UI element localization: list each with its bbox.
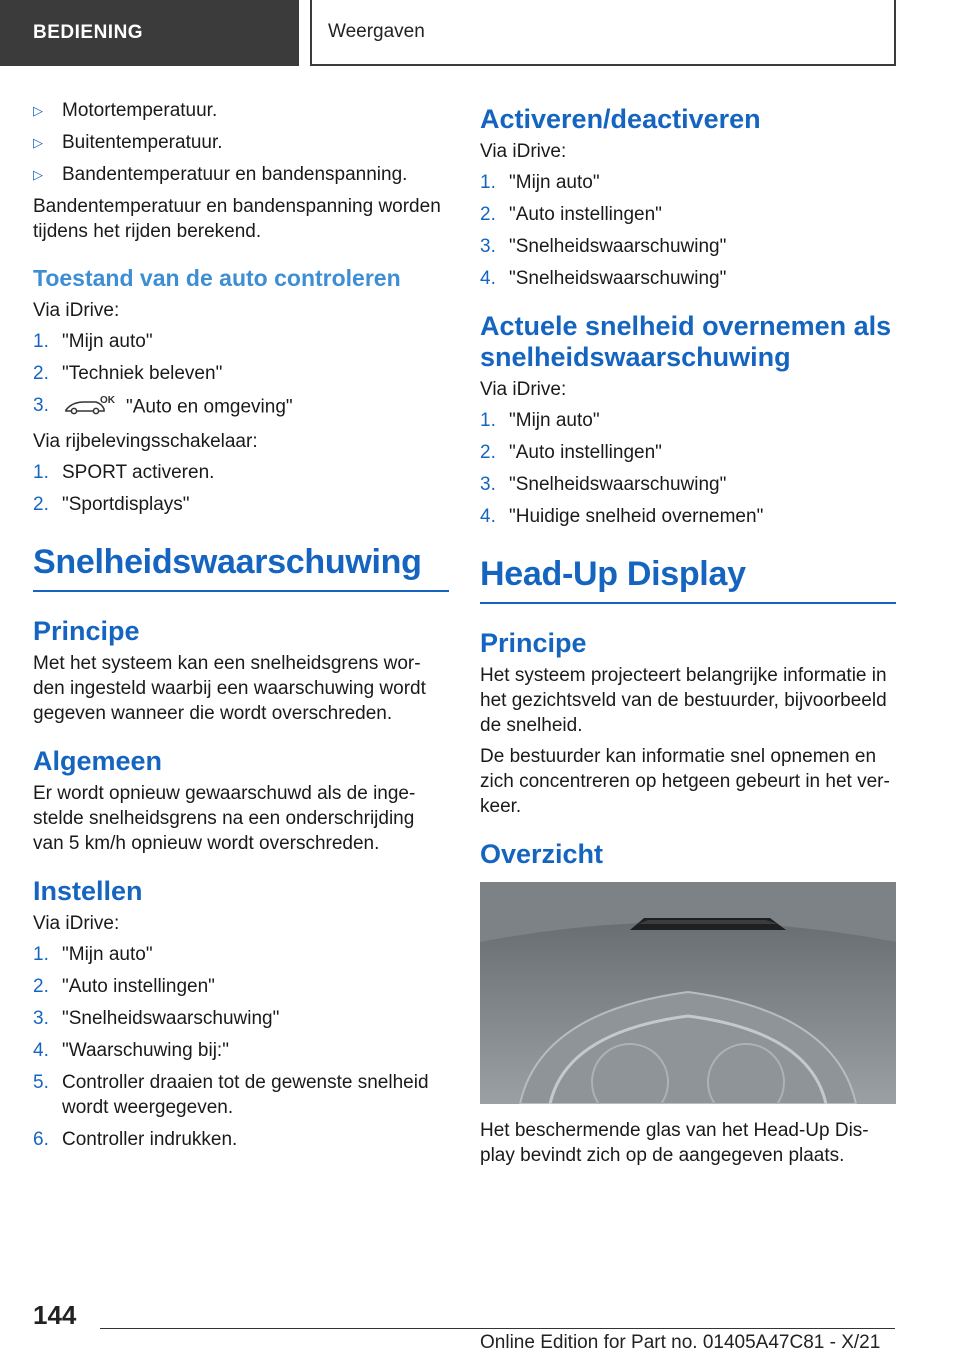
list-item: 1. "Mijn auto" xyxy=(33,944,153,965)
display-bullets xyxy=(33,98,449,187)
left-column xyxy=(33,98,449,1159)
overzicht-heading: Overzicht xyxy=(480,839,604,869)
hud-principe-heading: Principe xyxy=(480,628,587,658)
status-steps xyxy=(33,329,449,422)
list-item: 2. "Auto instellingen" xyxy=(480,204,662,225)
list-item: ▷ Motortemperatuur. xyxy=(33,100,218,121)
list-item: 2. "Auto instellingen" xyxy=(33,976,215,997)
via-idrive-label: Via iDrive: xyxy=(33,300,120,321)
svg-text:OK: OK xyxy=(100,395,115,406)
hud-title: Head-Up Display xyxy=(480,555,896,604)
tyre-note: Bandentemperatuur en bandenspanning worden tijdens het rijden berekend. xyxy=(33,196,441,242)
activate-steps xyxy=(480,170,896,291)
page-header xyxy=(0,0,960,66)
list-item: 1. "Mijn auto" xyxy=(33,331,153,352)
list-item: 3. "Snelheidswaarschuwing" xyxy=(480,236,727,257)
via-idrive-label: Via iDrive: xyxy=(480,141,567,162)
list-item: 2. "Sportdisplays" xyxy=(33,494,190,515)
principe-heading: Principe xyxy=(33,616,140,646)
current-steps xyxy=(480,408,896,529)
hud-principe-text: Het systeem projecteert belangrijke informatie in het gezichtsveld van de bestuurder, bijvoorbeeld de snelheid. xyxy=(480,665,887,736)
triangle-bullet-icon: ▷ xyxy=(33,135,43,150)
section-label: BEDIENING xyxy=(0,0,299,66)
list-item: 3. "Snelheidswaarschuwing" xyxy=(33,1008,280,1029)
list-item: ▷ Buitentemperatuur. xyxy=(33,132,223,153)
activate-heading: Activeren/deactiveren xyxy=(480,104,761,134)
list-item: 1. "Mijn auto" xyxy=(480,410,600,431)
chapter-label: Weergaven xyxy=(310,0,896,66)
photo-caption: Het beschermende glas van het Head-Up Dis-play bevindt zich op de aangegeven plaats. xyxy=(480,1120,869,1166)
hud-photo xyxy=(480,882,896,1104)
switch-steps xyxy=(33,460,449,517)
algemeen-text: Er wordt opnieuw gewaarschuwd als de inge-stelde snelheidsgrens na een onderschrijding van 5 km/h opnieuw wordt overschreden. xyxy=(33,783,416,854)
via-switch-label: Via rijbelevingsschakelaar: xyxy=(33,431,258,452)
triangle-bullet-icon: ▷ xyxy=(33,103,43,118)
list-item: 2. "Auto instellingen" xyxy=(480,442,662,463)
edition-note: Online Edition for Part no. 01405A47C81 - X/21 xyxy=(480,1332,881,1353)
right-column xyxy=(480,98,896,1174)
list-item: 2. "Techniek beleven" xyxy=(33,363,223,384)
list-item: 5. Controller draaien tot de gewenste snelheid wordt weergegeven. xyxy=(33,1072,429,1118)
via-idrive-label: Via iDrive: xyxy=(33,913,120,934)
list-item: 1. SPORT activeren. xyxy=(33,462,215,483)
list-item: 4. "Snelheidswaarschuwing" xyxy=(480,268,727,289)
list-item: 4. "Huidige snelheid overnemen" xyxy=(480,506,764,527)
instellen-heading: Instellen xyxy=(33,876,143,906)
speed-warning-title: Snelheidswaarschuwing xyxy=(33,543,449,592)
hud-principe-text-2: De bestuurder kan informatie snel opnemen en zich concentreren op hetgeen gebeurt in het ver-keer. xyxy=(480,746,890,817)
algemeen-heading: Algemeen xyxy=(33,746,163,776)
principe-text: Met het systeem kan een snelheidsgrens wor-den ingesteld waarbij een waarschuwing wordt gegeven wanneer die wordt overschreden. xyxy=(33,653,426,724)
page-number: 144 xyxy=(33,1300,77,1330)
list-item: 3. OK "Auto en omgeving" xyxy=(33,393,449,422)
list-item: 3. "Snelheidswaarschuwing" xyxy=(480,474,727,495)
list-item: ▷ Bandentemperatuur en bandenspanning. xyxy=(33,164,408,185)
current-speed-heading: Actuele snelheid overnemen als snelheidswaarschuwing xyxy=(480,311,892,372)
car-ok-icon xyxy=(62,393,120,422)
via-idrive-label: Via iDrive: xyxy=(480,379,567,400)
footer-divider xyxy=(100,1328,895,1329)
list-item: 6. Controller indrukken. xyxy=(33,1129,238,1150)
status-heading: Toestand van de auto controleren xyxy=(33,265,401,291)
list-item: 1. "Mijn auto" xyxy=(480,172,600,193)
list-item: 4. "Waarschuwing bij:" xyxy=(33,1040,229,1061)
instellen-steps xyxy=(33,942,449,1152)
triangle-bullet-icon: ▷ xyxy=(33,167,43,182)
